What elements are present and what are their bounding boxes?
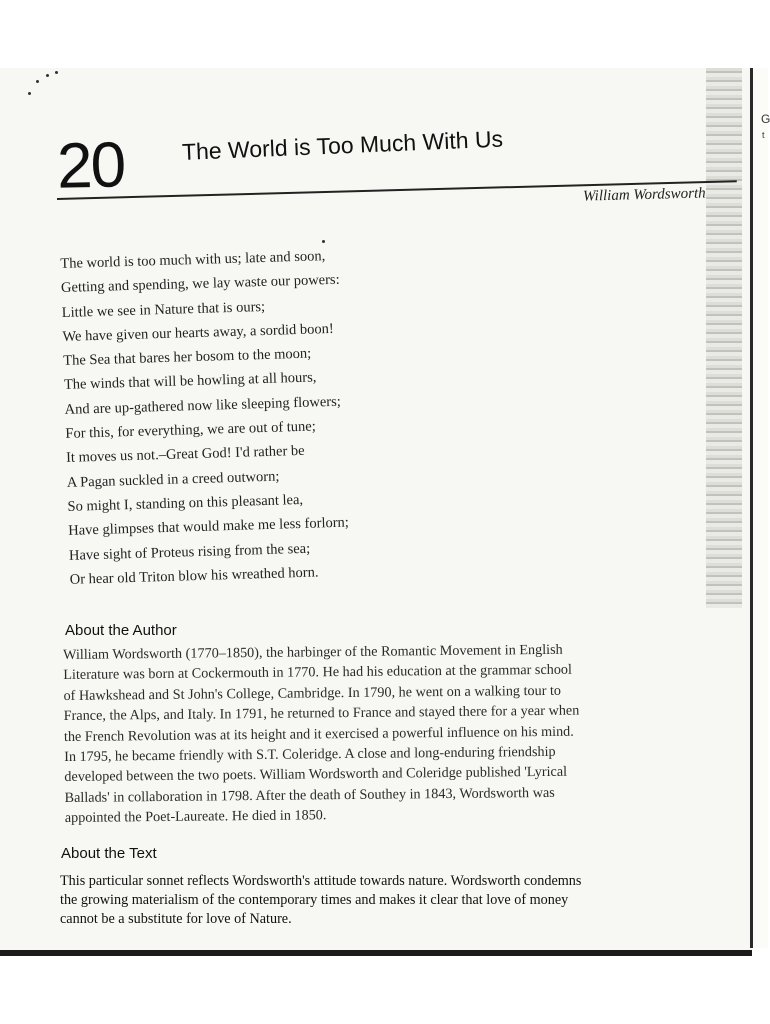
paragraph-line: appointed the Poet-Laureate. He died in 1850. bbox=[64, 807, 327, 827]
poem-line: We have given our hearts away, a sordid boon! bbox=[62, 320, 334, 345]
next-page-fragment: t bbox=[762, 130, 765, 140]
poem-line: Have sight of Proteus rising from the sea; bbox=[68, 540, 311, 564]
poem-line: The winds that will be howling at all hours, bbox=[63, 369, 317, 394]
about-author-heading: About the Author bbox=[65, 622, 177, 639]
about-author-paragraph bbox=[63, 640, 580, 829]
paragraph-line: the growing materialism of the contemporary times and makes it clear that love of money bbox=[60, 892, 569, 908]
paragraph-line: of Hawkshead and St John's College, Cambridge. In 1790, he went on a walking tour to bbox=[63, 682, 562, 704]
poem-line: Or hear old Triton blow his wreathed horn. bbox=[69, 564, 319, 588]
chapter-title: The World is Too Much With Us bbox=[181, 125, 504, 165]
paragraph-line: the French Revolution was at its height and it exercised a powerful influence on his mind. bbox=[63, 723, 574, 745]
poem-line: The world is too much with us; late and soon, bbox=[60, 248, 326, 272]
paragraph-line: cannot be a substitute for love of Nature. bbox=[60, 911, 292, 927]
paragraph-line: Ballads' in collaboration in 1798. After the death of Southey in 1843, Wordsworth was bbox=[64, 784, 555, 806]
next-page-strip bbox=[753, 68, 768, 948]
poem-line: So might I, standing on this pleasant lea, bbox=[67, 491, 304, 515]
poem-line: Have glimpses that would make me less forlorn; bbox=[68, 514, 350, 540]
about-text-paragraph bbox=[60, 872, 581, 929]
paragraph-line: developed between the two poets. William Wordsworth and Coleridge published 'Lyrical bbox=[64, 764, 568, 786]
paragraph-line: This particular sonnet reflects Wordsworth's attitude towards nature. Wordsworth condemns bbox=[60, 873, 582, 889]
poem-line: For this, for everything, we are out of tune; bbox=[65, 418, 316, 442]
poem-line: A Pagan suckled in a creed outworn; bbox=[66, 468, 280, 491]
chapter-number: 20 bbox=[56, 128, 125, 202]
poem-author: William Wordsworth bbox=[582, 185, 706, 205]
page-edge-shadow bbox=[706, 68, 742, 608]
paragraph-line: Literature was born at Cockermouth in 1770. He had his education at the grammar school bbox=[63, 662, 573, 684]
paragraph-line: In 1795, he became friendly with S.T. Coleridge. A close and long-enduring friendship bbox=[64, 743, 556, 766]
next-page-fragment: G bbox=[761, 112, 770, 126]
poem-line: Little we see in Nature that is ours; bbox=[61, 298, 266, 321]
poem-line: It moves us not.–Great God! I'd rather be bbox=[65, 443, 305, 467]
poem-line: Getting and spending, we lay waste our powers: bbox=[60, 272, 340, 297]
poem-body bbox=[60, 244, 351, 592]
poem-line: The Sea that bares her bosom to the moon; bbox=[63, 345, 312, 370]
paragraph-line: William Wordsworth (1770–1850), the harbinger of the Romantic Movement in English bbox=[63, 641, 563, 663]
about-text-heading: About the Text bbox=[61, 845, 157, 862]
paragraph-line: France, the Alps, and Italy. In 1791, he returned to France and stayed there for a year when bbox=[63, 702, 580, 725]
poem-line: And are up-gathered now like sleeping flowers; bbox=[64, 393, 342, 418]
